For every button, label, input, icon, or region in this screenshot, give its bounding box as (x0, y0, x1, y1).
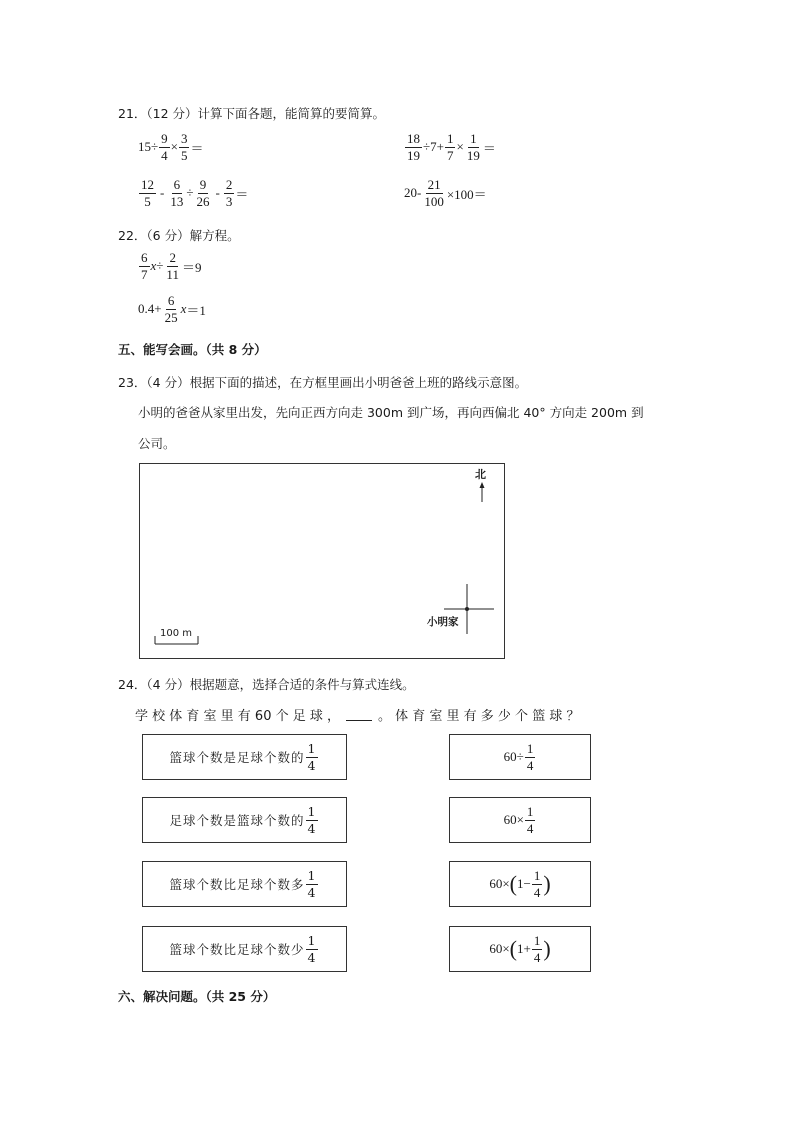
compass-cross-icon (440, 582, 500, 638)
formula-box-3[interactable]: 60× ( 1− $\frac{1}{4}$ ) (449, 861, 591, 907)
q21-expr-3: $\frac{12}{5}$ - $\frac{6}{13}$ ÷ $\frac{9}{26}$ - $\frac{2}{3}$ ＝ (141, 177, 249, 209)
q21-expr-2: $\frac{18}{19}$ ÷7+ $\frac{1}{7}$ × $\frac{1}{19}$ ＝ (407, 131, 496, 163)
formula-box-2[interactable]: 60× $\frac{1}{4}$ (449, 797, 591, 843)
section-6-title: 六、解决问题。（共 25 分） (118, 989, 276, 1004)
q24-stem: 学 校 体 育 室 里 有 60 个 足 球 ， 。 体 育 室 里 有 多 少 个 篮 球 ？ (135, 709, 580, 724)
condition-box-2[interactable]: 足球个数是篮球个数的 $\frac{1}{4}$ (142, 797, 347, 843)
map-drawing-box[interactable] (139, 463, 505, 659)
q21-header: 21．（12 分）计算下面各题，能简算的要简算。 (118, 106, 386, 121)
q24-header: 24．（4 分）根据题意，选择合适的条件与算式连线。 (118, 677, 415, 692)
formula-box-4[interactable]: 60× ( 1+ $\frac{1}{4}$ ) (449, 926, 591, 972)
q23-description-line-1: 小明的爸爸从家里出发，先向正西方向走 300m 到广场，再向西偏北 40° 方向走 200m 到 (138, 405, 644, 420)
stem-blank[interactable] (346, 708, 372, 721)
q23-description-line-2: 公司。 (138, 436, 176, 451)
q23-header: 23．（4 分）根据下面的描述，在方框里画出小明爸爸上班的路线示意图。 (118, 375, 528, 390)
section-5-title: 五、能写会画。（共 8 分） (118, 342, 267, 357)
formula-box-1[interactable]: 60÷ $\frac{1}{4}$ (449, 734, 591, 780)
q22-equation-2: 0.4+ $\frac{6}{25}$ x ＝1 (138, 293, 206, 325)
north-label: 北 (475, 468, 486, 481)
q22-header: 22．（6 分）解方程。 (118, 228, 240, 243)
condition-box-3[interactable]: 篮球个数比足球个数多 $\frac{1}{4}$ (142, 861, 347, 907)
condition-box-4[interactable]: 篮球个数比足球个数少 $\frac{1}{4}$ (142, 926, 347, 972)
q21-expr-1: 15÷ $\frac{9}{4}$ × $\frac{3}{5}$ ＝ (138, 131, 204, 163)
q21-expr-4: 20- $\frac{21}{100}$ ×100＝ (404, 177, 487, 209)
q22-equation-1: $\frac{6}{7}$ x ÷ $\frac{2}{11}$ ＝9 (141, 250, 202, 282)
home-label: 小明家 (427, 616, 459, 628)
scale-label: 100 m (160, 628, 193, 639)
condition-box-1[interactable]: 篮球个数是足球个数的 $\frac{1}{4}$ (142, 734, 347, 780)
north-arrow-icon (472, 480, 492, 504)
